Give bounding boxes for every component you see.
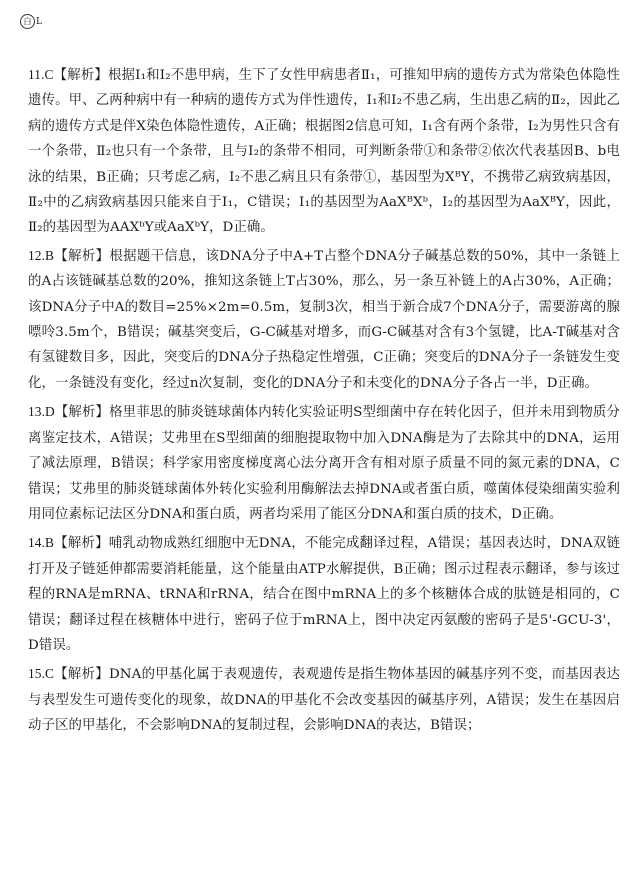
question-11-explanation xyxy=(28,62,620,241)
question-number: 14.B xyxy=(28,535,55,551)
question-15-explanation xyxy=(28,661,620,738)
analysis-tag: 【解析】 xyxy=(54,405,110,421)
explanation-text: 根据Ⅰ₁和Ⅰ₂不患甲病，生下了女性甲病患者Ⅱ₁，可推知甲病的遗传方式为常染色体隐性遗传。甲、乙两种病中有一种病的遗传方式为伴性遗传，Ⅰ₁和Ⅰ₂不患乙病，生出患乙病的Ⅱ₂，因此乙病的遗传方式是伴X染色体隐性遗传，A正确；根据图2信息可知，Ⅰ₁含有两个条带，Ⅰ₂为男性只含有一个条带，Ⅱ₂也只有一个条带，且与Ⅰ₂的条带不相同，可判断条带①和条带②依次代表基因B、b电泳的结果，B正确；只考虑乙病，Ⅰ₂不患乙病且只有条带①，基因型为XᴮY，不携带乙病致病基因，Ⅱ₂中的乙病致病基因只能来自于Ⅰ₁，C错误；Ⅰ₁的基因型为AaXᴮXᵇ，Ⅰ₂的基因型为AaXᴮY，因此，Ⅱ₂的基因型为AAXᵇY或AaXᵇY，D正确。 xyxy=(28,68,620,236)
explanation-text: 格里菲思的肺炎链球菌体内转化实验证明S型细菌中存在转化因子，但并未用到物质分离鉴定技术，A错误；艾弗里在S型细菌的细胞提取物中加入DNA酶是为了去除其中的DNA，运用了减法原理，B错误；科学家用密度梯度离心法分离开含有相对原子质量不同的氮元素的DNA，C错误；艾弗里的肺炎链球菌体外转化实验利用酶解法去掉DNA或者蛋白质，噬菌体侵染细菌实验利用同位素标记法区分DNA和蛋白质，两者均采用了能区分DNA和蛋白质的技术，D正确。 xyxy=(28,405,620,522)
question-12-explanation xyxy=(28,243,620,396)
question-number: 11.C xyxy=(28,67,54,82)
page-corner-mark xyxy=(20,14,42,29)
question-number: 12.B xyxy=(28,247,55,263)
question-14-explanation xyxy=(28,530,620,658)
question-number: 13.D xyxy=(28,404,55,420)
analysis-tag: 【解析】 xyxy=(54,667,109,683)
explanation-text: DNA的甲基化属于表观遗传，表观遗传是指生物体基因的碱基序列不变，而基因表达与表型发生可遗传变化的现象，故DNA的甲基化不会改变基因的碱基序列，A错误；发生在基因启动子区的甲基化，不会影响DNA的复制过程，会影响DNA的表达，B错误； xyxy=(28,667,621,734)
corner-mark-suffix: L xyxy=(36,16,42,27)
analysis-tag: 【解析】 xyxy=(54,248,110,264)
circled-mark-icon: 白 xyxy=(20,14,35,29)
explanation-text: 哺乳动物成熟红细胞中无DNA，不能完成翻译过程，A错误；基因表达时，DNA双链打开及子链延伸都需要消耗能量，这个能量由ATP水解提供，B正确；图示过程表示翻译，参与该过程的RNA是mRNA、tRNA和rRNA，结合在图中mRNA上的多个核糖体合成的肽链是相同的，C错误；翻译过程在核糖体中进行，密码子位于mRNA上，图中决定丙氨酸的密码子是5'-GCU-3'，D错误。 xyxy=(28,536,620,653)
question-13-explanation xyxy=(28,399,620,527)
analysis-tag: 【解析】 xyxy=(54,536,109,552)
answer-explanations xyxy=(28,62,620,739)
explanation-text: 根据题干信息，该DNA分子中A+T占整个DNA分子碱基总数的50%，其中一条链上的A占该链碱基总数的20%，推知这条链上T占30%，那么，另一条互补链上的A占30%，A正确；该DNA分子中A的数目=25%×2m=0.5m，复制3次，相当于新合成7个DNA分子，需要游离的腺嘌呤3.5m个，B错误；碱基突变后，G-C碱基对增多，而G-C碱基对含有3个氢键，比A-T碱基对含有氢键数目多，因此，突变后的DNA分子热稳定性增强，C正确；突变后的DNA分子一条链发生变化，一条链没有变化，经过n次复制，变化的DNA分子和未变化的DNA分子各占一半，D正确。 xyxy=(28,248,621,391)
question-number: 15.C xyxy=(28,666,55,682)
analysis-tag: 【解析】 xyxy=(53,68,108,83)
